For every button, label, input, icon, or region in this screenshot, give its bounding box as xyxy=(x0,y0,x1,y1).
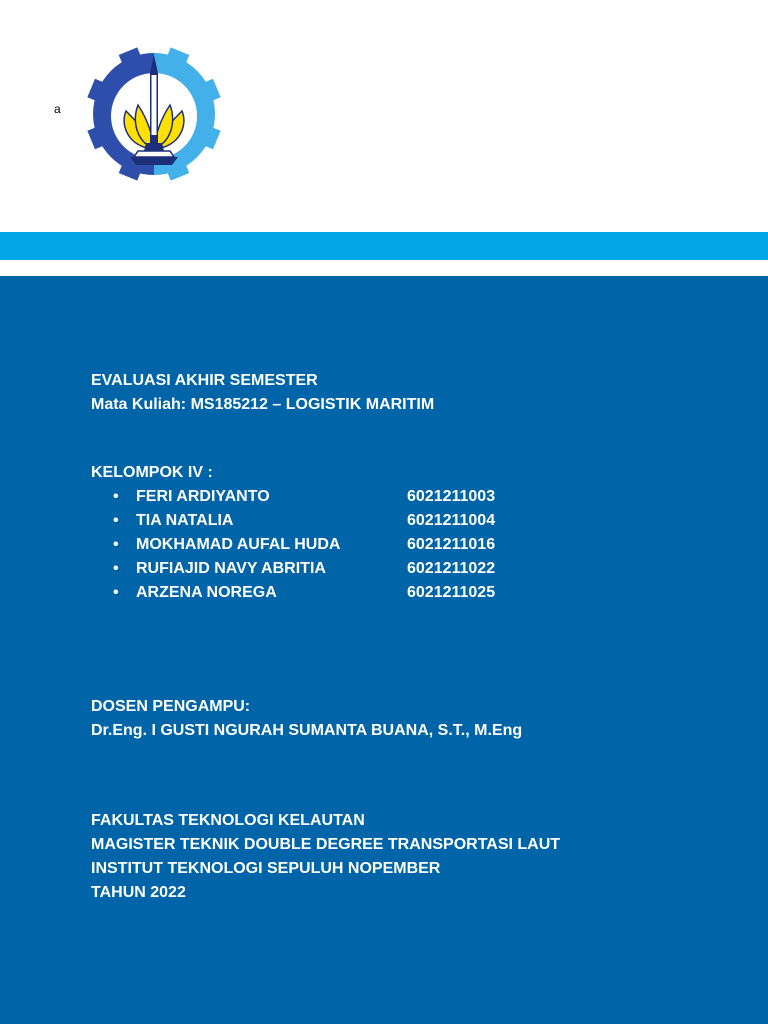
member-id: 6021211022 xyxy=(407,560,496,577)
member-name: FERI ARDIYANTO xyxy=(136,488,270,505)
institute-name: INSTITUT TEKNOLOGI SEPULUH NOPEMBER xyxy=(91,860,441,877)
faculty-name: FAKULTAS TEKNOLOGI KELAUTAN xyxy=(91,812,365,829)
monument-base xyxy=(130,157,178,165)
bullet: • xyxy=(113,560,119,577)
document-title: EVALUASI AKHIR SEMESTER xyxy=(91,372,318,389)
member-name: TIA NATALIA xyxy=(136,512,234,529)
monument-step xyxy=(134,151,174,157)
member-id: 6021211025 xyxy=(407,584,496,601)
bullet: • xyxy=(113,584,119,601)
bullet: • xyxy=(113,488,119,505)
institution-block xyxy=(91,809,560,905)
member-id: 6021211004 xyxy=(407,512,496,529)
year: TAHUN 2022 xyxy=(91,884,186,901)
member-id: 6021211016 xyxy=(407,536,496,553)
stray-character: a xyxy=(54,102,61,116)
lecturer-label: DOSEN PENGAMPU: xyxy=(91,698,251,715)
program-name: MAGISTER TEKNIK DOUBLE DEGREE TRANSPORTASI LAUT xyxy=(91,836,561,853)
lecturer-block xyxy=(91,695,522,743)
member-name: RUFIAJID NAVY ABRITIA xyxy=(136,560,326,577)
course-name: Mata Kuliah: MS185212 – LOGISTIK MARITIM xyxy=(91,396,435,413)
bullet: • xyxy=(113,536,119,553)
member-name: ARZENA NOREGA xyxy=(136,584,277,601)
title-block xyxy=(91,369,434,417)
bullet: • xyxy=(113,512,119,529)
lecturer-name: Dr.Eng. I GUSTI NGURAH SUMANTA BUANA, S.T., M.Eng xyxy=(91,722,523,739)
group-label: KELOMPOK IV : xyxy=(91,464,213,481)
group-heading xyxy=(91,461,213,485)
member-name: MOKHAMAD AUFAL HUDA xyxy=(136,536,341,553)
member-id: 6021211003 xyxy=(407,488,496,505)
its-institute-logo-icon xyxy=(86,45,222,183)
monument-pedestal xyxy=(144,143,164,151)
monument-spire-highlight xyxy=(152,75,157,135)
light-blue-stripe xyxy=(0,232,768,260)
